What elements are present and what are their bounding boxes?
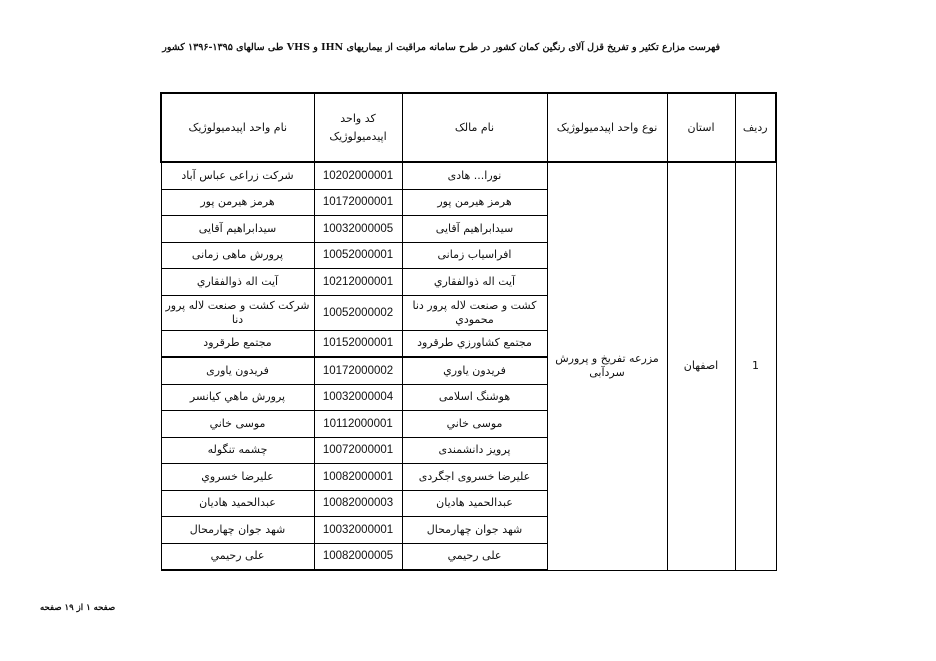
- owner-cell: شهد جوان چهارمحال: [402, 517, 547, 544]
- farms-table: [160, 92, 777, 571]
- unit-name-cell: سیدابراهیم آقایی: [161, 216, 314, 243]
- unit-name-cell: موسی خاني: [161, 411, 314, 438]
- unit-name-cell: عبدالحمید هادیان: [161, 490, 314, 517]
- owner-cell: فریدون یاوري: [402, 357, 547, 384]
- header-owner-name: نام مالک: [402, 93, 547, 162]
- unit-name-cell: آیت اله ذوالفقاري: [161, 269, 314, 296]
- code-cell: 10052000002: [314, 295, 402, 330]
- document-title: فهرست مزارع تکثیر و تفریخ قزل آلای رنگین کمان کشور در طرح سامانه مراقبت از بیماریهای IHN و VHS طی سالهای ۱۳۹۵-۱۳۹۶ کشور: [162, 42, 720, 53]
- owner-cell: موسی خاني: [402, 411, 547, 438]
- unit-type-cell: مزرعه تفریخ و پرورش سردآبی: [547, 162, 667, 570]
- owner-cell: علی رحیمي: [402, 543, 547, 570]
- code-cell: 10082000003: [314, 490, 402, 517]
- table-row: [161, 162, 776, 189]
- code-cell: 10032000005: [314, 216, 402, 243]
- header-province: استان: [667, 93, 735, 162]
- unit-name-cell: مجتمع طرقرود: [161, 330, 314, 357]
- owner-cell: سیدابراهیم آقایی: [402, 216, 547, 243]
- header-row-number: ردیف: [735, 93, 776, 162]
- code-cell: 10212000001: [314, 269, 402, 296]
- code-cell: 10082000001: [314, 464, 402, 491]
- header-unit-type: نوع واحد اپیدمیولوژیک: [547, 93, 667, 162]
- code-cell: 10202000001: [314, 162, 402, 189]
- unit-name-cell: شهد جوان چهارمحال: [161, 517, 314, 544]
- owner-cell: افراسیاب زمانی: [402, 242, 547, 269]
- owner-cell: علیرضا خسروی اجگردی: [402, 464, 547, 491]
- unit-name-cell: علی رحیمي: [161, 543, 314, 570]
- unit-name-cell: شرکت زراعی عباس آباد: [161, 162, 314, 189]
- code-cell: 10152000001: [314, 330, 402, 357]
- code-cell: 10072000001: [314, 437, 402, 464]
- unit-name-cell: شرکت کشت و صنعت لاله پرور دنا: [161, 295, 314, 330]
- header-unit-code: کد واحد اپیدمیولوژیک: [314, 93, 402, 162]
- unit-name-cell: پرورش ماهي کیانسر: [161, 384, 314, 411]
- owner-cell: کشت و صنعت لاله پرور دنا محمودي: [402, 295, 547, 330]
- owner-cell: هرمز هیرمن پور: [402, 189, 547, 216]
- table-header-row: [161, 93, 776, 162]
- province-cell: اصفهان: [667, 162, 735, 570]
- code-cell: 10172000002: [314, 357, 402, 384]
- owner-cell: مجتمع کشاورزي طرقرود: [402, 330, 547, 357]
- owner-cell: نورا... هادی: [402, 162, 547, 189]
- code-cell: 10032000001: [314, 517, 402, 544]
- owner-cell: آیت اله ذوالفقاري: [402, 269, 547, 296]
- unit-name-cell: فریدون یاوری: [161, 357, 314, 384]
- code-cell: 10082000005: [314, 543, 402, 570]
- unit-name-cell: علیرضا خسروي: [161, 464, 314, 491]
- unit-name-cell: چشمه تنگوله: [161, 437, 314, 464]
- owner-cell: هوشنگ اسلامی: [402, 384, 547, 411]
- code-cell: 10052000001: [314, 242, 402, 269]
- code-cell: 10032000004: [314, 384, 402, 411]
- page-number-footer: صفحه ۱ از ۱۹ صفحه: [40, 603, 116, 613]
- header-unit-name: نام واحد اپیدمیولوژیک: [161, 93, 314, 162]
- unit-name-cell: هرمز هیرمن پور: [161, 189, 314, 216]
- owner-cell: پرویز دانشمندی: [402, 437, 547, 464]
- unit-name-cell: پرورش ماهی زمانی: [161, 242, 314, 269]
- code-cell: 10112000001: [314, 411, 402, 438]
- owner-cell: عبدالحمید هادیان: [402, 490, 547, 517]
- code-cell: 10172000001: [314, 189, 402, 216]
- row-number-cell: 1: [735, 162, 776, 570]
